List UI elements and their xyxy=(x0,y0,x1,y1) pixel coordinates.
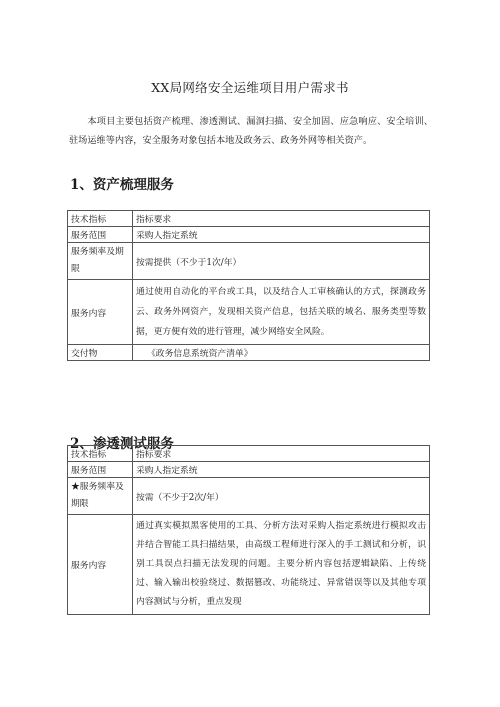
table-cell-label: 技术指标 xyxy=(68,211,133,227)
intro-paragraph: 本项目主要包括资产梳理、渗透测试、漏洞扫描、安全加固、应急响应、安全培训、驻场运维等内容，安全服务对象包括本地及政务云、政务外网等相关资产。 xyxy=(69,116,433,146)
table-cell-value: 采购人指定系统 xyxy=(133,227,430,243)
table-cell-label: ★服务频率及期限 xyxy=(68,478,133,515)
table-row xyxy=(68,280,430,345)
table-cell-value: 《政务信息系统资产清单》 xyxy=(133,345,430,361)
table-cell-value: 按需（不少于2次/年） xyxy=(133,478,430,515)
table-cell-value: 采购人指定系统 xyxy=(133,462,430,478)
table-cell-value: 指标要求 xyxy=(133,446,430,462)
penetration-test-table xyxy=(67,445,430,615)
table-cell-value: 指标要求 xyxy=(133,211,430,227)
table-row xyxy=(68,478,430,515)
table-row xyxy=(68,227,430,243)
table-cell-label: 技术指标 xyxy=(68,446,133,462)
asset-inventory-table xyxy=(67,210,430,361)
table-row xyxy=(68,243,430,280)
table-cell-value: 通过使用自动化的平台或工具，以及结合人工审核确认的方式，探测政务云、政务外网资产，发现相关资产信息，包括关联的域名、服务类型等数据，更方便有效的进行管理，减少网络安全风险。 xyxy=(133,280,430,345)
table-row xyxy=(68,211,430,227)
table-cell-label: 服务内容 xyxy=(68,515,133,615)
table-cell-label: 交付物 xyxy=(68,345,133,361)
table-cell-value: 通过真实模拟黑客使用的工具、分析方法对采购人指定系统进行模拟攻击并结合智能工具扫描结果，由高级工程师进行深入的手工测试和分析，识别工具误点扫描无法发现的问题。主要分析内容包括逻辑缺陷、上传绕过、输入输出校验绕过、数据篡改、功能绕过、异常错误等以及其他专项内容测试与分析，重点发现 xyxy=(133,515,430,615)
table-cell-value: 按需提供（不少于1次/年） xyxy=(133,243,430,280)
table-row xyxy=(68,446,430,462)
section-heading-asset-inventory: 1、资产梳理服务 xyxy=(70,177,174,193)
table-cell-label: 服务范围 xyxy=(68,227,133,243)
table-cell-label: 服务内容 xyxy=(68,280,133,345)
table-cell-label: 服务频率及期限 xyxy=(68,243,133,280)
table-row xyxy=(68,515,430,615)
table-row xyxy=(68,345,430,361)
section-heading-penetration-test: 2、渗透测试服务 xyxy=(70,436,174,452)
table-cell-label: 服务范围 xyxy=(68,462,133,478)
table-row xyxy=(68,462,430,478)
document-title: XX局网络安全运维项目用户需求书 xyxy=(151,80,349,95)
